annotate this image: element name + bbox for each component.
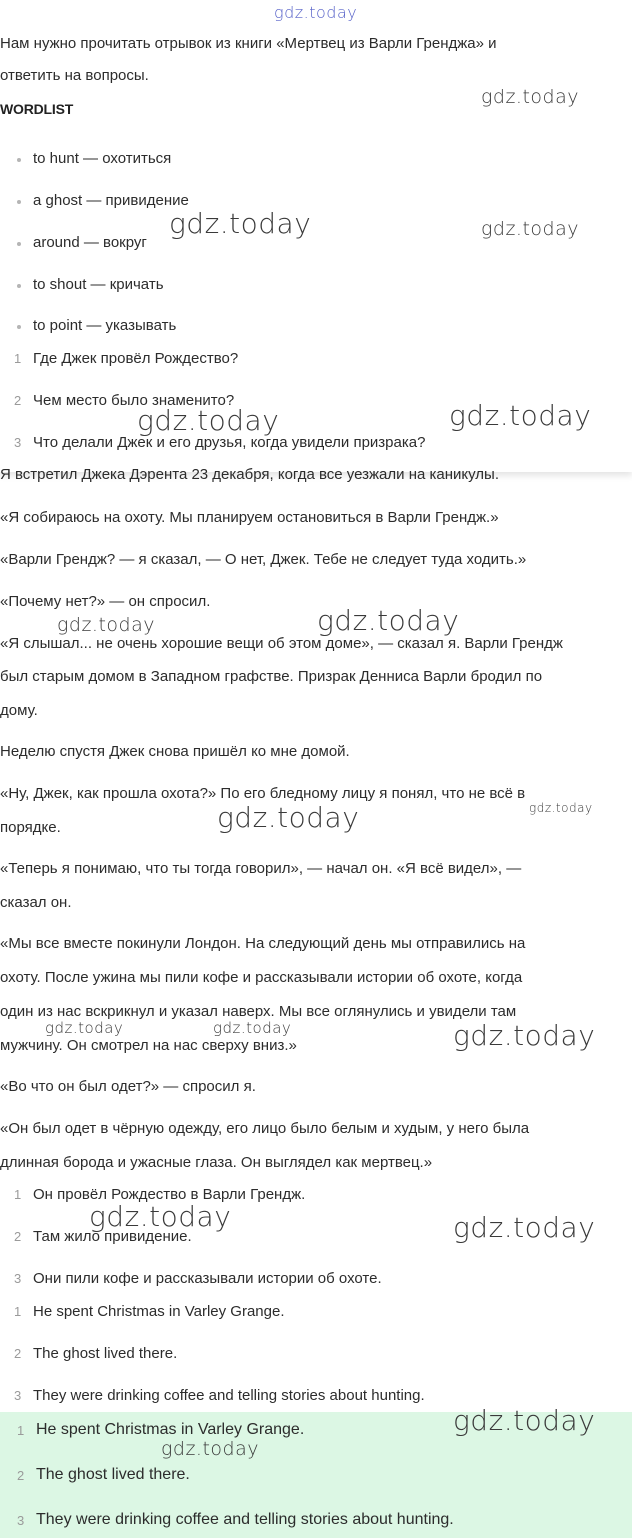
story-line: «Я слышал... не очень хорошие вещи об этом доме», — сказал я. Варли Грендж (0, 635, 563, 652)
story-line: Неделю спустя Джек снова пришёл ко мне домой. (0, 743, 350, 760)
intro-line-1: Нам нужно прочитать отрывок из книги «Мертвец из Варли Гренджа» и (0, 35, 497, 52)
story-line: Я встретил Джека Дэрента 23 декабря, когда все уезжали на каникулы. (0, 466, 499, 483)
watermark: gdz.today (317, 604, 460, 637)
answer-number: 3 (14, 1388, 22, 1403)
bullet-icon (17, 284, 21, 288)
answer-number: 1 (17, 1423, 25, 1438)
question-text: Чем место было знаменито? (33, 392, 235, 409)
answer-ru-text: Там жило привидение. (33, 1228, 192, 1245)
question-number: 2 (14, 393, 22, 408)
highlight-answer-text: They were drinking coffee and telling stories about hunting. (36, 1511, 454, 1528)
story-line: один из нас вскрикнул и указал наверх. Мы все оглянулись и увидели там (0, 1003, 517, 1020)
watermark: gdz.today (57, 614, 155, 636)
bullet-icon (17, 158, 21, 162)
answer-number: 2 (17, 1468, 25, 1483)
answer-en-text: He spent Christmas in Varley Grange. (33, 1303, 285, 1320)
watermark: gdz.today (453, 1019, 596, 1052)
story-line: «Почему нет?» — он спросил. (0, 593, 211, 610)
answer-number: 2 (14, 1229, 22, 1244)
story-line: «Варли Грендж? — я сказал, — О нет, Джек. Тебе не следует туда ходить.» (0, 551, 527, 568)
question-text: Что делали Джек и его друзья, когда увидели призрака? (33, 434, 426, 451)
wordlist-title: WORDLIST (0, 101, 74, 117)
story-line: охоту. После ужина мы пили кофе и рассказывали истории об охоте, когда (0, 969, 523, 986)
story-line: «Во что он был одет?» — спросил я. (0, 1078, 256, 1095)
wordlist-item: a ghost — привидение (33, 192, 189, 209)
watermark: gdz.today (137, 404, 280, 437)
wordlist-item: to point — указывать (33, 317, 177, 334)
story-line: длинная борода и ужасные глаза. Он выглядел как мертвец.» (0, 1154, 433, 1171)
highlight-answer-text: He spent Christmas in Varley Grange. (36, 1421, 305, 1438)
story-line: сказал он. (0, 894, 72, 911)
question-number: 3 (14, 435, 22, 450)
answer-number: 3 (17, 1513, 25, 1528)
watermark: gdz.today (449, 399, 592, 432)
question-number: 1 (14, 351, 22, 366)
wordlist-item: to shout — кричать (33, 276, 164, 293)
watermark: gdz.today (529, 801, 593, 815)
watermark: gdz.today (453, 1404, 596, 1437)
wordlist-item: to hunt — охотиться (33, 150, 172, 167)
watermark: gdz.today (481, 86, 579, 108)
story-line: «Теперь я понимаю, что ты тогда говорил», — начал он. «Я всё видел», — (0, 860, 522, 877)
story-line: порядке. (0, 819, 61, 836)
story-line: «Он был одет в чёрную одежду, его лицо было белым и худым, у него была (0, 1120, 530, 1137)
watermark: gdz.today (217, 801, 360, 834)
story-line: «Мы все вместе покинули Лондон. На следующий день мы отправились на (0, 935, 526, 952)
bullet-icon (17, 242, 21, 246)
answer-number: 3 (14, 1271, 22, 1286)
bullet-icon (17, 200, 21, 204)
bullet-icon (17, 325, 21, 329)
highlight-answer-text: The ghost lived there. (36, 1466, 190, 1483)
watermark: gdz.today (453, 1211, 596, 1244)
watermark: gdz.today (213, 1019, 292, 1037)
watermark: gdz.today (169, 207, 312, 240)
question-text: Где Джек провёл Рождество? (33, 350, 239, 367)
watermark: gdz.today (161, 1438, 259, 1460)
wordlist-item: around — вокруг (33, 234, 147, 251)
watermark-top: gdz.today (274, 3, 358, 22)
story-line: «Я собираюсь на охоту. Мы планируем остановиться в Варли Грендж.» (0, 509, 499, 526)
watermark: gdz.today (89, 1200, 232, 1233)
intro-line-2: ответить на вопросы. (0, 67, 149, 84)
answer-ru-text: Они пили кофе и рассказывали истории об охоте. (33, 1270, 382, 1287)
answer-number: 1 (14, 1187, 22, 1202)
story-line: дому. (0, 702, 38, 719)
story-line: «Ну, Джек, как прошла охота?» По его бледному лицу я понял, что не всё в (0, 785, 526, 802)
answer-number: 2 (14, 1346, 22, 1361)
answer-number: 1 (14, 1304, 22, 1319)
answer-ru-text: Он провёл Рождество в Варли Грендж. (33, 1186, 306, 1203)
watermark: gdz.today (481, 218, 579, 240)
answer-en-text: They were drinking coffee and telling stories about hunting. (33, 1387, 425, 1404)
watermark: gdz.today (45, 1019, 124, 1037)
story-line: мужчину. Он смотрел на нас сверху вниз.» (0, 1037, 297, 1054)
story-line: был старым домом в Западном графстве. Призрак Денниса Варли бродил по (0, 668, 543, 685)
answer-en-text: The ghost lived there. (33, 1345, 178, 1362)
